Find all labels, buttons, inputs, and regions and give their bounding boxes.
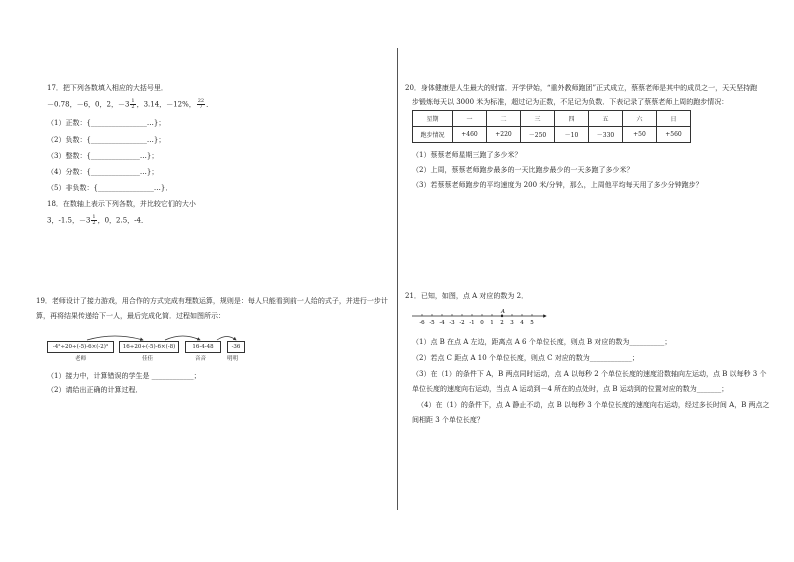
table-cell: 日: [657, 111, 691, 127]
q17-item-1: （1）正数：{________________…}；: [47, 119, 166, 127]
table-cell: 二: [487, 111, 521, 127]
q18-numbers: [47, 215, 148, 226]
q20-sub-2: （2）上周，蔡蔡老师跑步最多的一天比跑步最少的一天多跑了多少米？: [412, 166, 634, 174]
q21-sub-3a: （3）在（1）的条件下 A，B 两点同时运动，点 A 以每秒 2 个单位长度的速度沿数轴向左运动，点 B 以每秒 3 个: [412, 370, 767, 378]
q17-frac-b-num: 22: [197, 98, 205, 104]
number-line-tick-label: 3: [510, 320, 514, 326]
number-line-tick-label: -5: [429, 320, 435, 326]
relay-box-teacher: -4²÷20÷(-5)-6×(-2)³: [47, 341, 114, 353]
number-line-tick-label: 5: [530, 320, 534, 326]
table-cell: 星期: [413, 111, 453, 127]
q18-fraction: [91, 215, 96, 226]
relay-box-yinyin: 16-4-48: [185, 341, 221, 353]
point-a-dot: [501, 315, 503, 317]
number-line-tick-label: 2: [500, 320, 504, 326]
q17-item-3: （3）整数：{______________…}；: [47, 152, 159, 160]
number-line-tick-label: -3: [449, 320, 455, 326]
point-a-label: A: [501, 309, 505, 315]
q17-numbers-pre: －0.78，－6，0，2，－3: [47, 100, 130, 109]
q18-frac-num: 1: [92, 214, 96, 220]
q18-numbers-pre: 3，-1.5，－3: [47, 216, 91, 225]
column-divider: [397, 48, 398, 510]
relay-arrow-1: [87, 336, 143, 340]
q21-sub-4b: 间相距 3 个单位长度？: [412, 416, 484, 424]
number-line-tick-label: 1: [490, 320, 494, 326]
table-cell: 跑步情况: [413, 127, 453, 143]
relay-label-mingming: 明明: [227, 356, 239, 362]
q19-line-1: 19．老师设计了接力游戏，用合作的方式完成有理数运算，规则是：每人只能看到前一人给的式子，并进行一步计: [36, 297, 388, 305]
q17-item-4: （4）分数：{______________…}；: [47, 168, 159, 176]
relay-box-mingming: -36: [227, 341, 245, 353]
number-line-tick-label: 0: [480, 320, 484, 326]
running-table: [412, 110, 691, 143]
q17-numbers-mid: ，3.14，－12%，: [136, 100, 196, 109]
table-row: [413, 127, 691, 143]
number-line: [410, 308, 550, 330]
number-line-tick-label: -4: [439, 320, 445, 326]
number-line-tick-label: -2: [459, 320, 465, 326]
table-cell: －250: [521, 127, 555, 143]
q20-line-1: 20．身体健康是人生最大的财富．开学伊始，“重外教师跑团”正式成立，蔡蔡老师是其中的成员之一，天天坚持跑: [405, 84, 758, 92]
q17-frac-a-num: 1: [131, 98, 135, 104]
q21-sub-2: （2）若点 C 距点 A 10 个单位长度，则点 C 对应的数为____________；: [412, 354, 639, 362]
table-cell: 五: [589, 111, 623, 127]
q17-item-2: （2）负数：{________________…}；: [47, 136, 166, 144]
table-cell: －330: [589, 127, 623, 143]
number-line-tick-label: -1: [469, 320, 475, 326]
table-cell: －10: [555, 127, 589, 143]
table-cell: +560: [657, 127, 691, 143]
q19-sub-1: （1）接力中，计算错误的学生是 ____________；: [47, 372, 201, 380]
q17-numbers: [47, 99, 213, 110]
number-line-tick-label: 4: [520, 320, 524, 326]
q20-line-2: 步锻炼每天以 3000 米为标准，超过记为正数，不足记为负数．下表记录了蔡蔡老师上周的跑步情况：: [412, 98, 729, 106]
q20-sub-3: （3）若蔡蔡老师跑步的平均速度为 200 米/分钟，那么，上周他平均每天用了多少分钟跑步？: [412, 181, 703, 189]
q17-item-5: （5）非负数：{________________…}．: [47, 184, 173, 192]
relay-label-teacher: 老师: [75, 356, 87, 362]
q20-sub-1: （1）蔡蔡老师星期三跑了多少米？: [412, 151, 522, 159]
q18-numbers-post: ，0，2.5，-4．: [97, 216, 148, 225]
q18-frac-den: 2: [92, 220, 96, 226]
relay-label-yinyin: 音音: [195, 356, 207, 362]
q17-frac-a-den: 2: [131, 104, 135, 110]
q17-numbers-post: ．: [206, 100, 214, 109]
q21-sub-4a: （4）在（1）的条件下，点 A 静止不动，点 B 以每秒 3 个单位长度的速度向右运动，经过多长时间 A，B 两点之: [417, 401, 770, 409]
q21-title: 21．已知，如图，点 A 对应的数为 2．: [405, 292, 529, 300]
table-cell: +460: [453, 127, 487, 143]
q17-fraction-b: [197, 99, 205, 110]
q17-title: 17．把下列各数填入相应的大括号里．: [47, 84, 168, 92]
relay-arrow-3: [217, 337, 236, 341]
q19-line-2: 算，再将结果传递给下一人，最后完成化简．过程如图所示：: [36, 312, 225, 320]
number-line-tick-label: -6: [419, 320, 425, 326]
q17-frac-b-den: 7: [199, 104, 203, 110]
relay-box-jiajia: 16÷20÷(-5)-6×(-8): [119, 341, 179, 353]
q17-fraction-a: [130, 99, 135, 110]
q21-sub-3b: 单位长度的速度向右运动，当点 A 运动到－4 所在的点处时，点 B 运动到的位置对应的数为_______；: [412, 385, 729, 393]
table-header-row: [413, 111, 691, 127]
q19-sub-2: （2）请给出正确的计算过程．: [47, 386, 143, 394]
relay-diagram: [47, 335, 257, 370]
relay-label-jiajia: 佳佳: [142, 356, 154, 362]
table-cell: +220: [487, 127, 521, 143]
table-cell: 六: [623, 111, 657, 127]
table-cell: 一: [453, 111, 487, 127]
table-cell: 四: [555, 111, 589, 127]
relay-arrow-2: [165, 336, 200, 340]
table-cell: 三: [521, 111, 555, 127]
q21-sub-1: （1）点 B 在点 A 左边，距离点 A 6 个单位长度，则点 B 对应的数为__________；: [412, 338, 672, 346]
table-cell: +50: [623, 127, 657, 143]
q18-title: 18．在数轴上表示下列各数，并比较它们的大小: [47, 200, 196, 208]
